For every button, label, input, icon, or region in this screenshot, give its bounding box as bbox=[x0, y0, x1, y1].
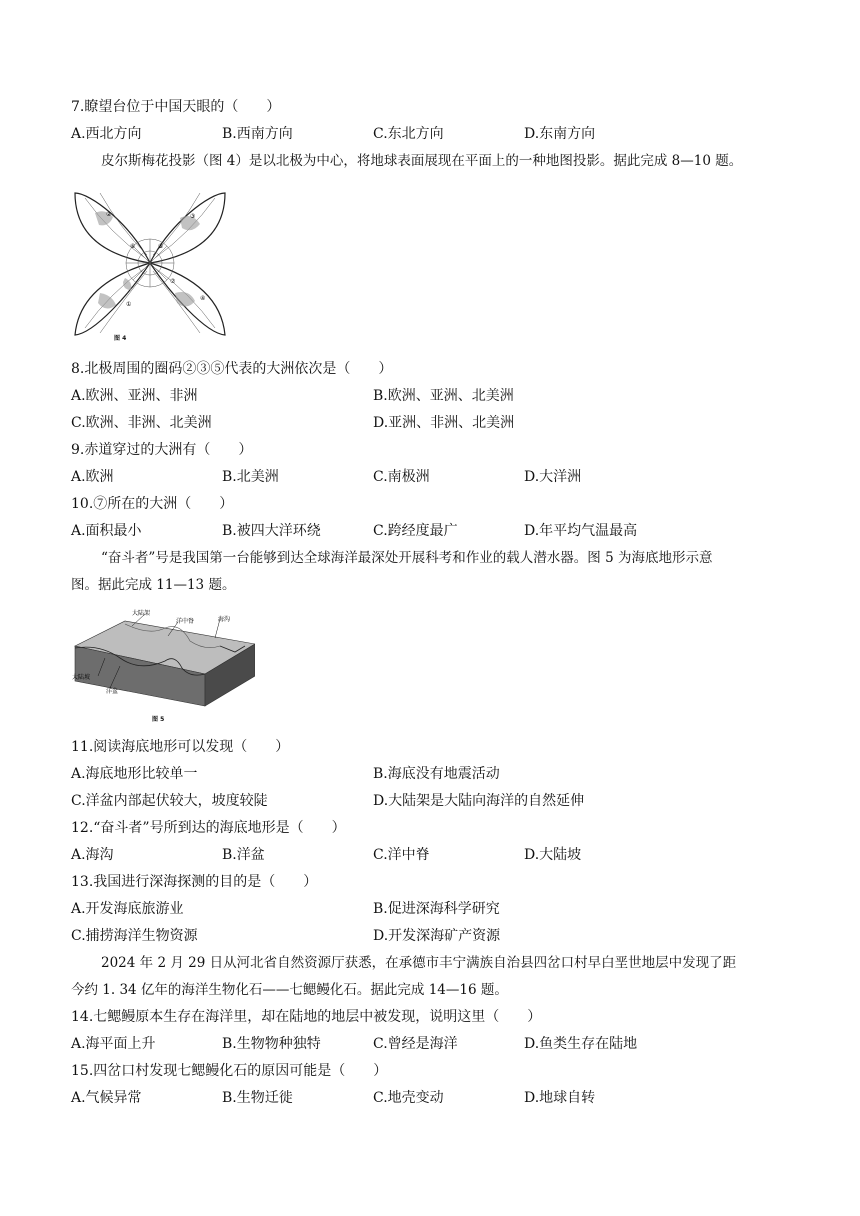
q9-option-d: D.大洋洲 bbox=[524, 469, 582, 485]
q12-option-b: B.洋盆 bbox=[222, 847, 265, 863]
q10-option-c: C.跨经度最广 bbox=[373, 523, 458, 539]
q9-option-b: B.北美洲 bbox=[222, 469, 279, 485]
q10-option-d: D.年平均气温最高 bbox=[524, 523, 638, 539]
figure-5-caption: 图 5 bbox=[152, 716, 165, 723]
q14-option-d: D.鱼类生存在陆地 bbox=[524, 1036, 638, 1052]
q13-option-c: C.捕捞海洋生物资源 bbox=[71, 928, 198, 944]
figure-5-seafloor-diagram bbox=[70, 606, 255, 726]
question-9-stem: 9.赤道穿过的大洲有（ ） bbox=[71, 442, 253, 458]
intro-11-13-line1: “奋斗者”号是我国第一台能够到达全球海洋最深处开展科考和作业的载人潜水器。图 5 为海底地形示意 bbox=[101, 550, 713, 566]
q7-option-c: C.东北方向 bbox=[373, 126, 444, 142]
q11-option-b: B.海底没有地震活动 bbox=[373, 766, 500, 782]
label-continental-slope: 大陆坡 bbox=[72, 674, 91, 681]
figure-4-marker-3: ③ bbox=[190, 213, 196, 220]
question-10-stem: 10.⑦所在的大洲（ ） bbox=[71, 496, 234, 512]
q11-option-a: A.海底地形比较单一 bbox=[71, 766, 198, 782]
q12-option-c: C.洋中脊 bbox=[373, 847, 430, 863]
figure-4-marker-7: ⑦ bbox=[170, 278, 176, 285]
intro-14-16-line2: 今约 1. 34 亿年的海洋生物化石——七鳃鳗化石。据此完成 14—16 题。 bbox=[71, 982, 508, 998]
label-ocean-basin: 洋盆 bbox=[106, 688, 119, 695]
intro-8-10: 皮尔斯梅花投影（图 4）是以北极为中心，将地球表面展现在平面上的一种地图投影。据此完成 8—10 题。 bbox=[101, 153, 743, 169]
q14-option-c: C.曾经是海洋 bbox=[373, 1036, 458, 1052]
label-mid-ocean-ridge: 洋中脊 bbox=[176, 618, 195, 625]
q7-option-b: B.西南方向 bbox=[222, 126, 293, 142]
question-13-stem: 13.我国进行深海探测的目的是（ ） bbox=[71, 874, 318, 890]
q7-option-a: A.西北方向 bbox=[71, 126, 142, 142]
q13-option-b: B.促进深海科学研究 bbox=[373, 901, 500, 917]
q8-option-d: D.亚洲、非洲、北美洲 bbox=[373, 415, 515, 431]
figure-4-butterfly-projection bbox=[70, 183, 230, 343]
q11-option-c: C.洋盆内部起伏较大，坡度较陡 bbox=[71, 793, 268, 809]
label-trench: 海沟 bbox=[218, 616, 231, 623]
question-8-stem: 8.北极周围的圈码②③⑤代表的大洲依次是（ ） bbox=[71, 361, 393, 377]
q7-option-d: D.东南方向 bbox=[524, 126, 596, 142]
question-14-stem: 14.七鳃鳗原本生存在海洋里，却在陆地的地层中被发现，说明这里（ ） bbox=[71, 1009, 542, 1025]
q9-option-a: A.欧洲 bbox=[71, 469, 114, 485]
figure-4-marker-2: ② bbox=[106, 211, 112, 218]
figure-4-marker-4: ④ bbox=[200, 295, 206, 302]
question-7-stem: 7.瞭望台位于中国天眼的（ ） bbox=[71, 99, 281, 115]
q12-option-a: A.海沟 bbox=[71, 847, 114, 863]
q10-option-b: B.被四大洋环绕 bbox=[222, 523, 321, 539]
question-12-stem: 12.“奋斗者”号所到达的海底地形是（ ） bbox=[71, 820, 346, 836]
projection-map-image bbox=[70, 183, 230, 343]
q14-option-b: B.生物物种独特 bbox=[222, 1036, 321, 1052]
q13-option-a: A.开发海底旅游业 bbox=[71, 901, 184, 917]
figure-4-marker-6: ⑥ bbox=[130, 243, 136, 250]
q15-option-c: C.地壳变动 bbox=[373, 1090, 444, 1106]
intro-14-16-line1: 2024 年 2 月 29 日从河北省自然资源厅获悉，在承德市丰宁满族自治县四岔口村早白垩世地层中发现了距 bbox=[101, 955, 737, 971]
question-11-stem: 11.阅读海底地形可以发现（ ） bbox=[71, 739, 290, 755]
question-15-stem: 15.四岔口村发现七鳃鳗化石的原因可能是（ ） bbox=[71, 1063, 388, 1079]
q8-option-a: A.欧洲、亚洲、非洲 bbox=[71, 388, 198, 404]
intro-11-13-line2: 图。据此完成 11—13 题。 bbox=[71, 577, 236, 593]
q12-option-d: D.大陆坡 bbox=[524, 847, 582, 863]
q13-option-d: D.开发深海矿产资源 bbox=[373, 928, 501, 944]
q15-option-d: D.地球自转 bbox=[524, 1090, 596, 1106]
q11-option-d: D.大陆架是大陆向海洋的自然延伸 bbox=[373, 793, 585, 809]
q9-option-c: C.南极洲 bbox=[373, 469, 430, 485]
q8-option-c: C.欧洲、非洲、北美洲 bbox=[71, 415, 212, 431]
label-continental-shelf: 大陆架 bbox=[132, 610, 151, 617]
q14-option-a: A.海平面上升 bbox=[71, 1036, 156, 1052]
q15-option-a: A.气候异常 bbox=[71, 1090, 142, 1106]
q15-option-b: B.生物迁徙 bbox=[222, 1090, 293, 1106]
seafloor-block-image bbox=[70, 606, 255, 726]
q10-option-a: A.面积最小 bbox=[71, 523, 142, 539]
figure-4-marker-5: ⑤ bbox=[158, 243, 164, 250]
figure-4-marker-1: ① bbox=[126, 301, 132, 308]
figure-4-caption: 图 4 bbox=[114, 335, 127, 342]
q8-option-b: B.欧洲、亚洲、北美洲 bbox=[373, 388, 514, 404]
